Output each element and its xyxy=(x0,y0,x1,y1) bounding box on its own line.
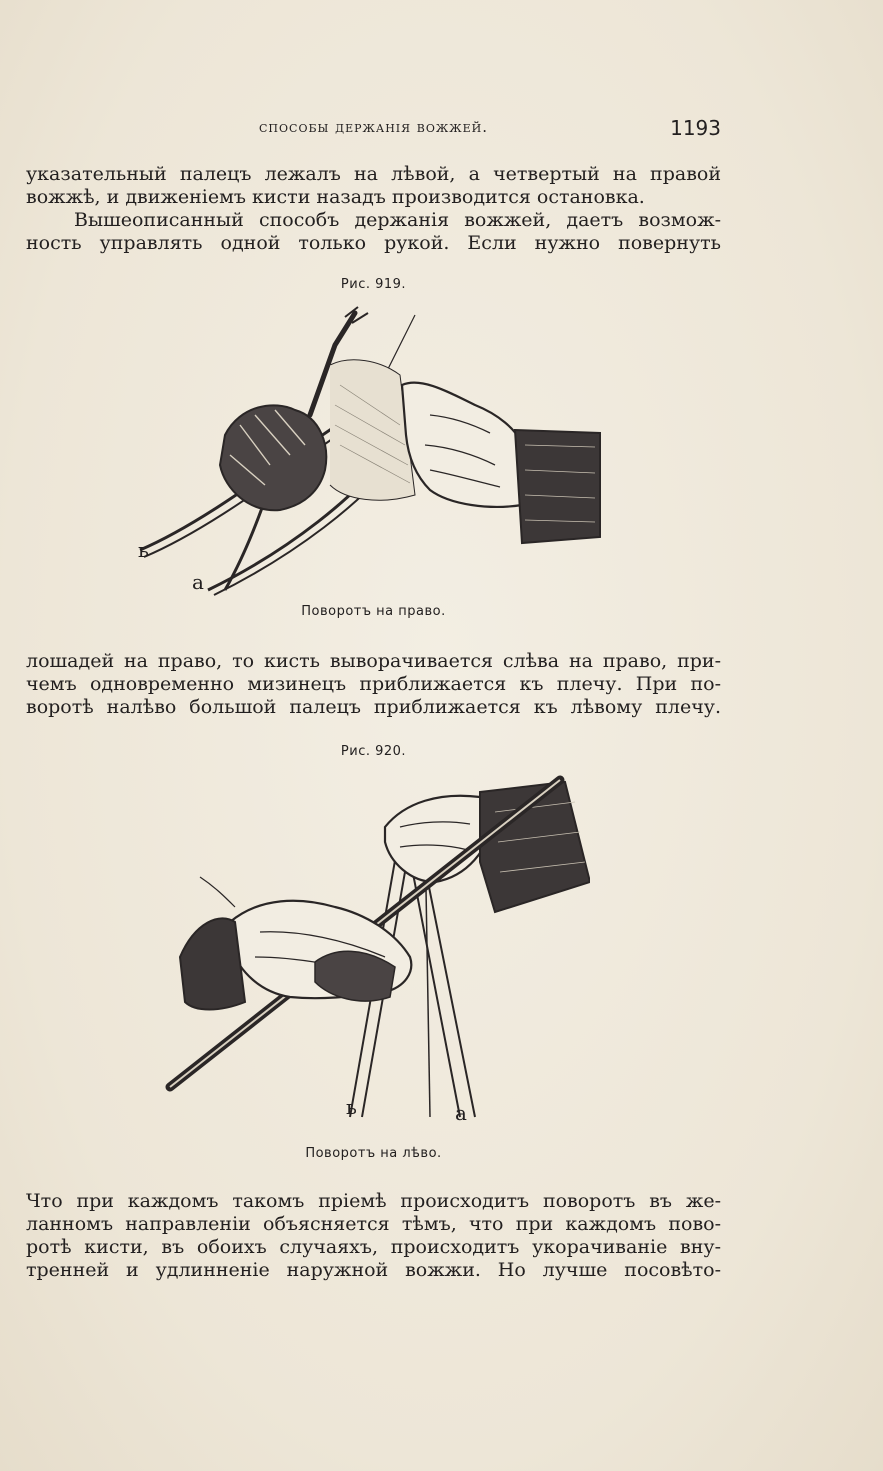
text-line: вожжѣ, и движеніемъ кисти назадъ производится остановка. xyxy=(26,186,645,208)
rein-label-b: ь xyxy=(346,1095,357,1119)
text-line: воротѣ налѣво большой палецъ приближается къ лѣвому плечу. xyxy=(26,696,721,718)
paragraph-2 xyxy=(26,209,721,255)
text-line: ротѣ кисти, въ обоихъ случаяхъ, происходитъ укорачиваніе вну- xyxy=(26,1236,721,1258)
text-line: Что при каждомъ такомъ пріемѣ происходитъ поворотъ въ же- xyxy=(26,1190,721,1212)
paragraph-1 xyxy=(26,163,721,209)
figure-920-number: Рис. 920. xyxy=(340,744,407,759)
text-line: тренней и удлинненіе наружной вожжи. Но лучше посовѣто- xyxy=(26,1259,721,1281)
figure-919-illustration xyxy=(130,305,610,600)
figure-919-caption: Поворотъ на право. xyxy=(301,604,446,619)
text-line: лошадей на право, то кисть выворачивается слѣва на право, при- xyxy=(26,650,721,672)
paragraph-3 xyxy=(26,650,721,719)
rein-label-a: а xyxy=(455,1101,467,1125)
running-title: способы держанія вожжей. xyxy=(259,118,488,136)
rein-label-b: ь xyxy=(138,538,149,562)
figure-919-number: Рис. 919. xyxy=(340,277,407,292)
paragraph-4 xyxy=(26,1190,721,1282)
page-header xyxy=(26,116,721,142)
page-number: 1193 xyxy=(670,116,721,140)
text-line: ность управлять одной только рукой. Если нужно повернуть xyxy=(26,232,721,254)
figure-920-caption: Поворотъ на лѣво. xyxy=(305,1146,442,1161)
text-line: Вышеописанный способъ держанія вожжей, даетъ возмож- xyxy=(74,209,721,231)
rein-label-a: а xyxy=(192,570,204,594)
figure-920-illustration xyxy=(150,772,590,1127)
text-line: ланномъ направленіи объясняется тѣмъ, что при каждомъ пово- xyxy=(26,1213,721,1235)
text-line: чемъ одновременно мизинецъ приближается къ плечу. При по- xyxy=(26,673,721,695)
text-line: указательный палецъ лежалъ на лѣвой, а четвертый на правой xyxy=(26,163,721,185)
